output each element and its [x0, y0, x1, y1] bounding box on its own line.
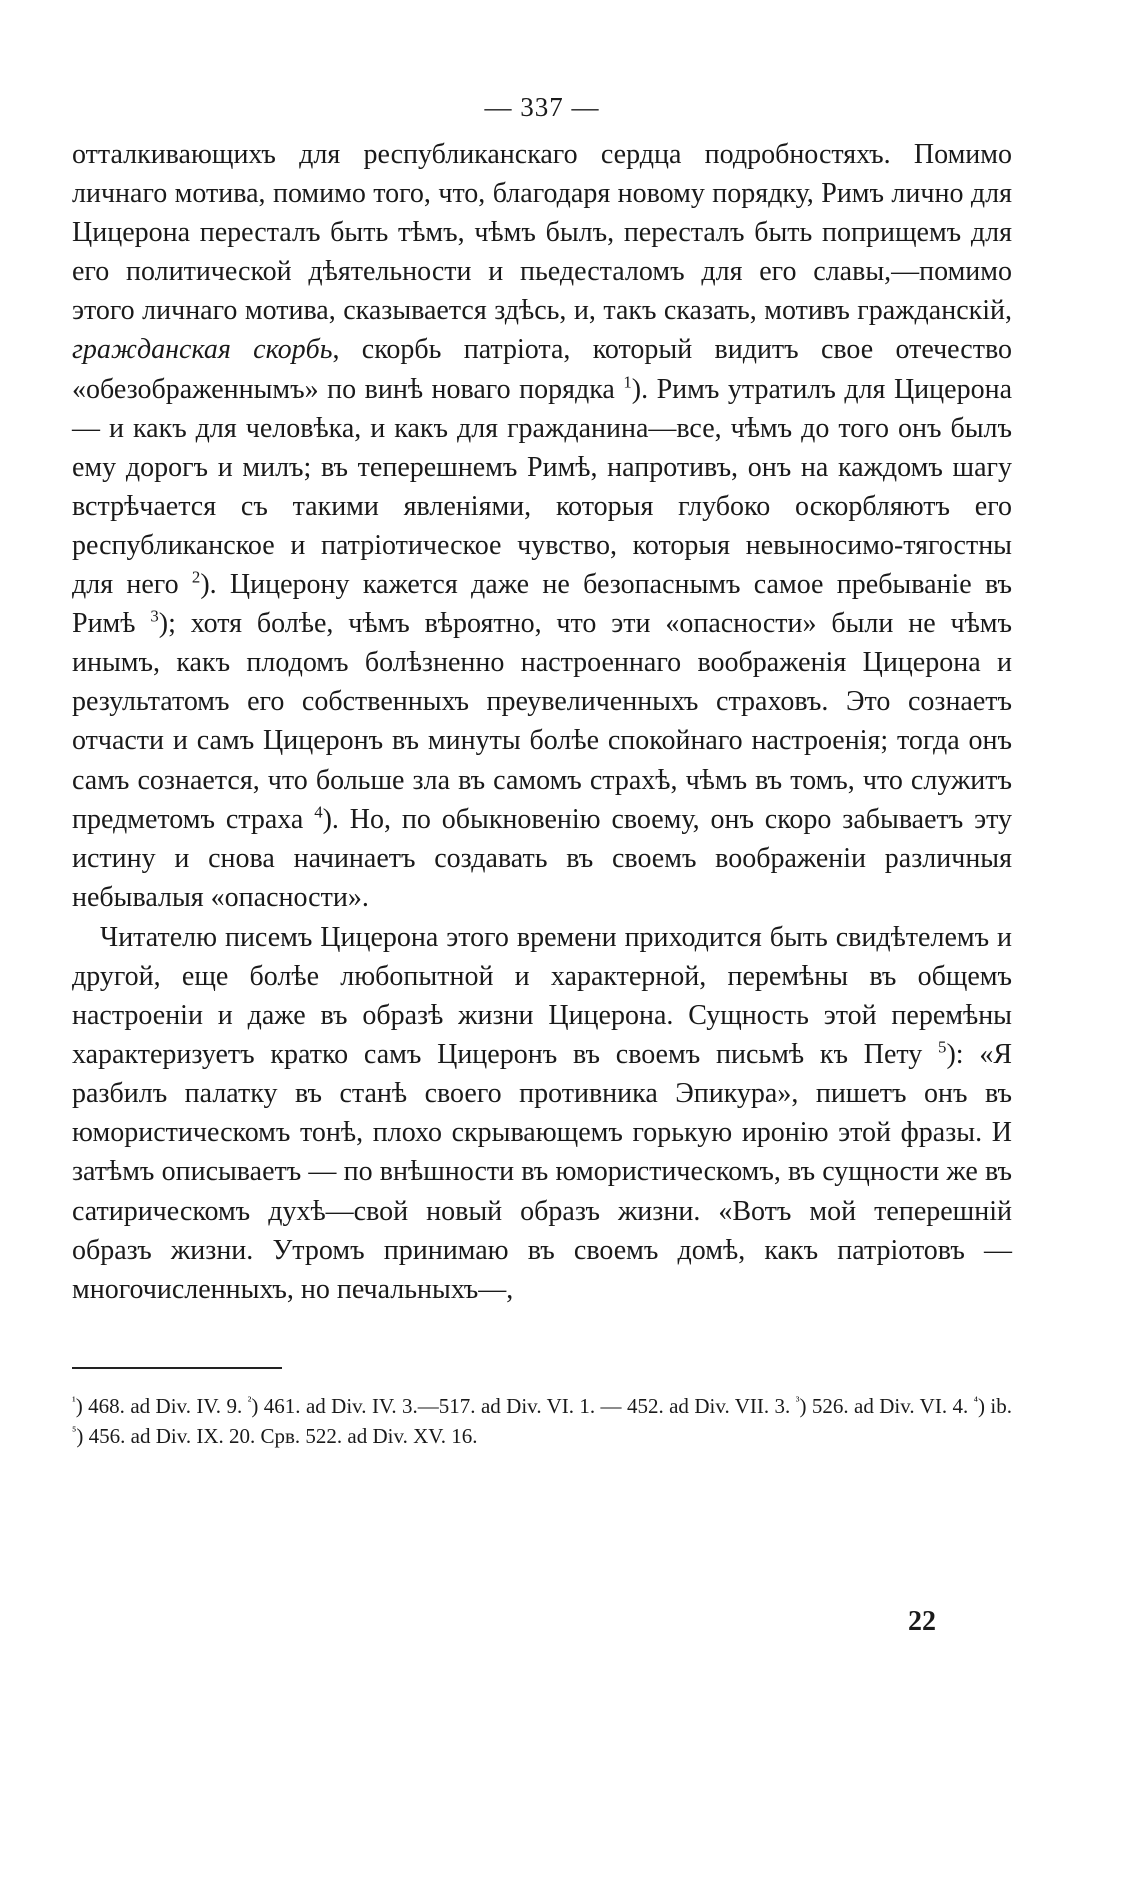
paragraph-1: [72, 135, 1012, 917]
p1-text-c: ). Римъ утратилъ для Цицерона — и какъ для человѣка, и какъ для гражданина—все, чѣмъ до того онъ былъ ему дорогъ и милъ; въ теперешнемъ Римѣ, напротивъ, онъ на каждомъ шагу встрѣчается съ такими явленіями, которыя глубоко оскорбляютъ его республиканское и патріотическое чувство, которыя невыносимо-тягостны для него: [72, 373, 1012, 601]
p1-text-b: , скорбь патріота, который видитъ свое отечество «обезображеннымъ» по винѣ новаго порядка: [72, 334, 1012, 405]
paragraph-2: [72, 918, 1012, 1309]
footnote-mark-1: ¹: [72, 1393, 76, 1408]
footnote-mark-4: ⁴: [973, 1393, 979, 1408]
p2-text-b: ): «Я разбилъ палатку въ станѣ своего противника Эпикура», пишетъ онъ въ юмористическомъ тонѣ, плохо скрывающемъ горькую иронію этой фразы. И затѣмъ описываетъ — по внѣшности въ юмористическомъ, въ сущности же въ сатирическомъ духѣ—свой новый образъ жизни. «Вотъ мой теперешній образъ жизни. Утромъ принимаю въ своемъ домѣ, какъ патріотовъ — многочисленныхъ, но печальныхъ—,: [72, 1039, 1013, 1305]
p1-text-f: ). Но, по обыкновенію своему, онъ скоро забываетъ эту истину и снова начинаетъ создавать въ своемъ воображеніи различныя небывалыя «опасности».: [72, 803, 1012, 913]
footnotes: [72, 1391, 1012, 1451]
footnote-ref-3: 3: [150, 606, 159, 626]
footnote-4: ) ib.: [978, 1393, 1013, 1418]
footnote-ref-5: 5: [938, 1037, 947, 1057]
footnote-divider: [72, 1367, 282, 1369]
book-page: [72, 92, 1012, 1451]
page-number: — 337 —: [484, 92, 600, 122]
footnote-ref-1: 1: [623, 372, 632, 392]
p1-italic-phrase: гражданская скорбь: [72, 334, 333, 366]
footnote-mark-5: ⁵: [72, 1423, 77, 1438]
p1-text-a: отталкивающихъ для республиканскаго сердца подробностяхъ. Помимо личнаго мотива, помимо того, что, благодаря новому порядку, Римъ лично для Цицерона пересталъ быть тѣмъ, чѣмъ былъ, пересталъ быть поприщемъ для его политической дѣятельности и пьедесталомъ для его славы,—помимо этого личнаго мотива, сказывается здѣсь, и, такъ сказать, мотивъ гражданскій,: [72, 139, 1012, 327]
footnote-2: ) 461. ad Div. IV. 3.—517. ad Div. VI. 1. — 452. ad Div. VII. 3.: [251, 1393, 796, 1418]
signature-mark: 22: [908, 1606, 936, 1637]
p2-text-a: Читателю писемъ Цицерона этого времени приходится быть свидѣтелемъ и другой, еще болѣе любопытной и характерной, перемѣны въ общемъ настроеніи и даже въ образѣ жизни Цицерона. Сущность этой перемѣны характеризуетъ кратко самъ Цицеронъ въ своемъ письмѣ къ Пету: [72, 921, 1012, 1071]
p1-text-d: ). Цицерону кажется даже не безопаснымъ самое пребываніе въ Римѣ: [72, 569, 1013, 640]
footnote-ref-4: 4: [314, 802, 323, 822]
footnote-mark-2: ²: [247, 1393, 252, 1408]
footnote-ref-2: 2: [191, 567, 201, 587]
footnote-3: ) 526. ad Div. VI. 4.: [799, 1393, 974, 1418]
footnote-mark-3: ³: [795, 1393, 800, 1408]
footnote-5: ) 456. ad Div. IX. 20. Срв. 522. ad Div. XV. 16.: [76, 1423, 478, 1448]
footnote-1: ) 468. ad Div. IV. 9.: [75, 1393, 248, 1418]
p1-text-e: ); хотя болѣе, чѣмъ вѣроятно, что эти «опасности» были не чѣмъ инымъ, какъ плодомъ болѣзненно настроеннаго воображенія Цицерона и результатомъ его собственныхъ преувеличенныхъ страховъ. Это сознаетъ отчасти и самъ Цицеронъ въ минуты болѣе спокойнаго настроенія; тогда онъ самъ сознается, что больше зла въ самомъ страхѣ, чѣмъ въ томъ, что служитъ предметомъ страха: [72, 608, 1013, 835]
